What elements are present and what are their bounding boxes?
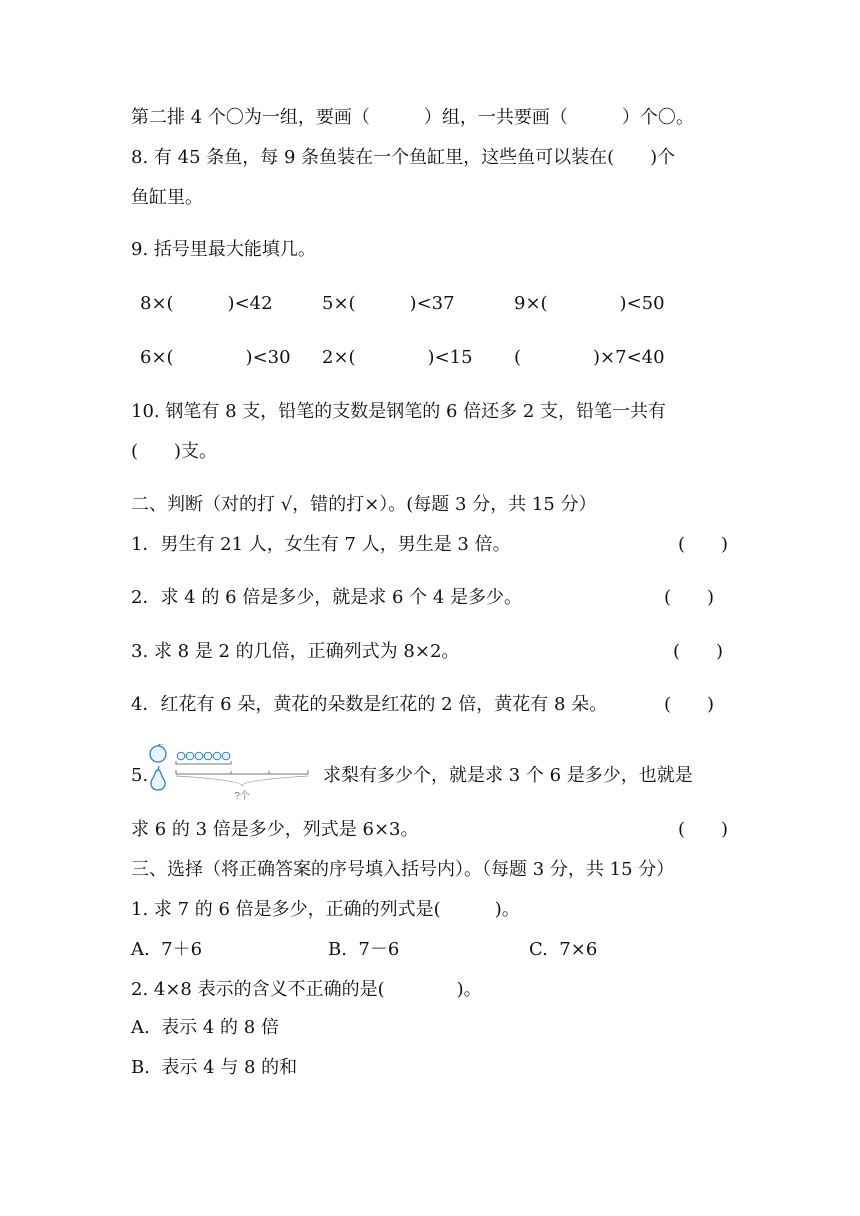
q10-line2: ( )支。 (131, 441, 218, 462)
apple-icon (150, 744, 166, 762)
choice-q2: 2. 4×8 表示的含义不正确的是( )。 (131, 979, 482, 1000)
question-label: ?个 (234, 791, 250, 802)
judge-blank-5[interactable]: ( ) (678, 819, 729, 840)
choice-q1-option-a[interactable]: A. 7＋6 (131, 939, 203, 960)
q8-line2: 鱼缸里。 (131, 187, 203, 208)
brace (176, 776, 308, 786)
choice-q2-option-a[interactable]: A. 表示 4 的 8 倍 (131, 1017, 279, 1038)
q9-item: 9×( )<50 (514, 293, 665, 314)
choice-q1: 1. 求 7 的 6 倍是多少，正确的列式是( )。 (131, 899, 520, 920)
q7-row2: 第二排 4 个〇为一组，要画（ ）组，一共要画（ ）个〇。 (131, 107, 694, 128)
choice-q1-option-c[interactable]: C. 7×6 (529, 939, 598, 960)
judge-blank-4[interactable]: ( ) (664, 694, 715, 715)
judge-blank-1[interactable]: ( ) (678, 534, 729, 555)
judge-item-4: 4．红花有 6 朵，黄花的朵数是红花的 2 倍，黄花有 8 朵。 (131, 694, 608, 715)
apple-segment (176, 761, 231, 764)
choice-q2-option-b[interactable]: B. 表示 4 与 8 的和 (131, 1057, 298, 1078)
q9-item: ( )×7<40 (514, 347, 665, 368)
judge-item-3: 3. 求 8 是 2 的几倍，正确列式为 8×2。 (131, 641, 460, 662)
apple-row (177, 752, 230, 760)
judge-heading: 二、判断（对的打 √，错的打×）。(每题 3 分，共 15 分） (131, 494, 597, 515)
choice-heading: 三、选择（将正确答案的序号填入括号内）。（每题 3 分，共 15 分） (131, 859, 675, 880)
pear-icon (151, 766, 165, 790)
judge-blank-2[interactable]: ( ) (664, 587, 715, 608)
choice-q1-option-b[interactable]: B. 7－6 (328, 939, 400, 960)
judge-item-5-line1: 求梨有多少个，就是求 3 个 6 是多少，也就是 (323, 765, 693, 786)
pear-segment (176, 770, 308, 774)
q9-item: 8×( )<42 (140, 293, 273, 314)
q9-item: 5×( )<37 (322, 293, 455, 314)
q9-item: 2×( )<15 (322, 347, 473, 368)
judge-item-5-line2: 求 6 的 3 倍是多少，列式是 6×3。 (131, 819, 419, 840)
judge-item-2: 2．求 4 的 6 倍是多少，就是求 6 个 4 是多少。 (131, 587, 523, 608)
judge-blank-3[interactable]: ( ) (673, 641, 724, 662)
q8-line1: 8. 有 45 条鱼，每 9 条鱼装在一个鱼缸里，这些鱼可以装在( )个 (131, 147, 676, 168)
q10-line1: 10. 钢笔有 8 支，铅笔的支数是钢笔的 6 倍还多 2 支，铅笔一共有 (131, 401, 667, 422)
q9-title: 9. 括号里最大能填几。 (131, 239, 316, 260)
judge-item-5-number: 5. (131, 765, 149, 786)
apple-pear-diagram (146, 744, 318, 802)
q9-item: 6×( )<30 (140, 347, 291, 368)
judge-item-1: 1．男生有 21 人，女生有 7 人，男生是 3 倍。 (131, 534, 511, 555)
